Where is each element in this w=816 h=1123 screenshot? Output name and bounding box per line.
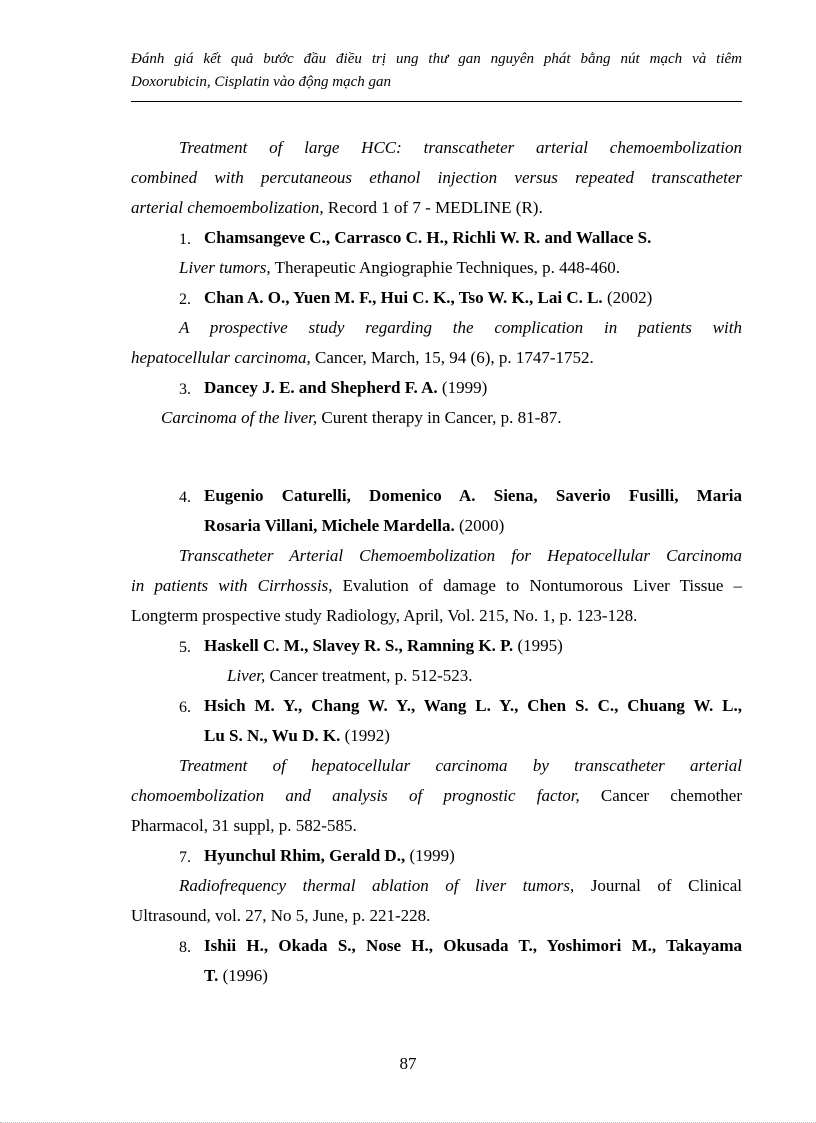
- reference-year: (2002): [602, 288, 653, 307]
- reference-source-line-2: Longterm prospective study Radiology, April, Vol. 215, No. 1, p. 123-128.: [131, 606, 638, 625]
- reference-source-line-1: , Evalution of damage to Nontumorous Liver Tissue –: [328, 576, 742, 595]
- intro-reference: [131, 133, 742, 223]
- reference-authors-line-1: Eugenio Caturelli, Domenico A. Siena, Saverio Fusilli, Maria: [204, 486, 742, 505]
- reference-source-line-1: Cancer chemother: [579, 786, 742, 805]
- header-line-1: Đánh giá kết quả bước đầu điều trị ung thư gan nguyên phát bằng nút mạch và tiêm: [131, 51, 742, 67]
- spacer: [131, 433, 742, 481]
- reference-title: Radiofrequency thermal ablation of liver tumors,: [179, 876, 575, 895]
- reference-title: Liver tumors,: [179, 258, 271, 277]
- reference-title-line-1: A prospective study regarding the complication in patients with: [179, 318, 742, 337]
- reference-authors: Haskell C. M., Slavey R. S., Ramning K. P.: [204, 636, 514, 655]
- reference-title-line-2: hepatocellular carcinoma,: [131, 348, 311, 367]
- reference-item-8: [131, 931, 742, 991]
- reference-number: 7.: [179, 849, 191, 866]
- reference-item-3: [131, 373, 742, 433]
- reference-number: 5.: [179, 639, 191, 656]
- intro-title-2: combined with percutaneous ethanol injection versus repeated transcatheter: [131, 168, 742, 187]
- reference-authors-line-1: Hsich M. Y., Chang W. Y., Wang L. Y., Chen S. C., Chuang W. L.,: [204, 696, 742, 715]
- page-number: 87: [399, 1054, 417, 1073]
- reference-year: (1992): [340, 726, 390, 745]
- reference-title-line-1: Treatment of hepatocellular carcinoma by transcatheter arterial: [179, 756, 742, 775]
- reference-year: (1995): [513, 636, 563, 655]
- header-line-2: Doxorubicin, Cisplatin vào động mạch gan: [131, 74, 391, 90]
- reference-title-line-2: chomoembolization and analysis of prognostic factor,: [131, 786, 580, 805]
- reference-source: Curent therapy in Cancer, p. 81-87.: [317, 408, 562, 427]
- running-header: [131, 48, 742, 102]
- reference-source: Therapeutic Angiographie Techniques, p. 448-460.: [270, 258, 621, 277]
- reference-number: 3.: [179, 381, 191, 398]
- reference-item-5: [131, 631, 742, 691]
- reference-title: Carcinoma of the liver,: [161, 408, 318, 427]
- intro-title-1: Treatment of large HCC: transcatheter arterial chemoembolization: [179, 138, 742, 157]
- reference-number: 4.: [179, 489, 191, 506]
- reference-year: (1999): [437, 378, 488, 397]
- reference-number: 6.: [179, 699, 191, 716]
- reference-year: (1996): [218, 966, 268, 985]
- reference-source-line-2: Ultrasound, vol. 27, No 5, June, p. 221-228.: [131, 906, 431, 925]
- reference-authors: Chamsangeve C., Carrasco C. H., Richli W. R. and Wallace S.: [204, 228, 652, 247]
- reference-year: (2000): [454, 516, 505, 535]
- reference-year: (1999): [405, 846, 455, 865]
- reference-authors: Hyunchul Rhim, Gerald D.,: [204, 846, 406, 865]
- reference-authors: Chan A. O., Yuen M. F., Hui C. K., Tso W. K., Lai C. L.: [204, 288, 603, 307]
- reference-title-line-1: Transcatheter Arterial Chemoembolization for Hepatocellular Carcinoma: [179, 546, 742, 565]
- reference-authors-line-2: Lu S. N., Wu D. K.: [204, 726, 341, 745]
- reference-item-1: [131, 223, 742, 283]
- reference-number: 1.: [179, 231, 191, 248]
- reference-title-line-2: in patients with Cirrhossis: [131, 576, 329, 595]
- reference-item-2: [131, 283, 742, 373]
- reference-source: Cancer treatment, p. 512-523.: [265, 666, 473, 685]
- reference-source-line-1: Journal of Clinical: [574, 876, 742, 895]
- reference-item-7: [131, 841, 742, 931]
- reference-item-4: [131, 481, 742, 631]
- reference-list: [131, 133, 742, 991]
- reference-authors-line-2: Rosaria Villani, Michele Mardella.: [204, 516, 455, 535]
- intro-source: Record 1 of 7 - MEDLINE (R).: [323, 198, 543, 217]
- reference-item-6: [131, 691, 742, 841]
- reference-title: Liver,: [227, 666, 266, 685]
- reference-number: 2.: [179, 291, 191, 308]
- reference-source-line-2: Pharmacol, 31 suppl, p. 582-585.: [131, 816, 357, 835]
- reference-authors-line-2: T.: [204, 966, 219, 985]
- intro-title-3: arterial chemoembolization,: [131, 198, 324, 217]
- reference-authors: Dancey J. E. and Shepherd F. A.: [204, 378, 438, 397]
- reference-number: 8.: [179, 939, 191, 956]
- reference-source: Cancer, March, 15, 94 (6), p. 1747-1752.: [310, 348, 594, 367]
- reference-authors-line-1: Ishii H., Okada S., Nose H., Okusada T., Yoshimori M., Takayama: [204, 936, 742, 955]
